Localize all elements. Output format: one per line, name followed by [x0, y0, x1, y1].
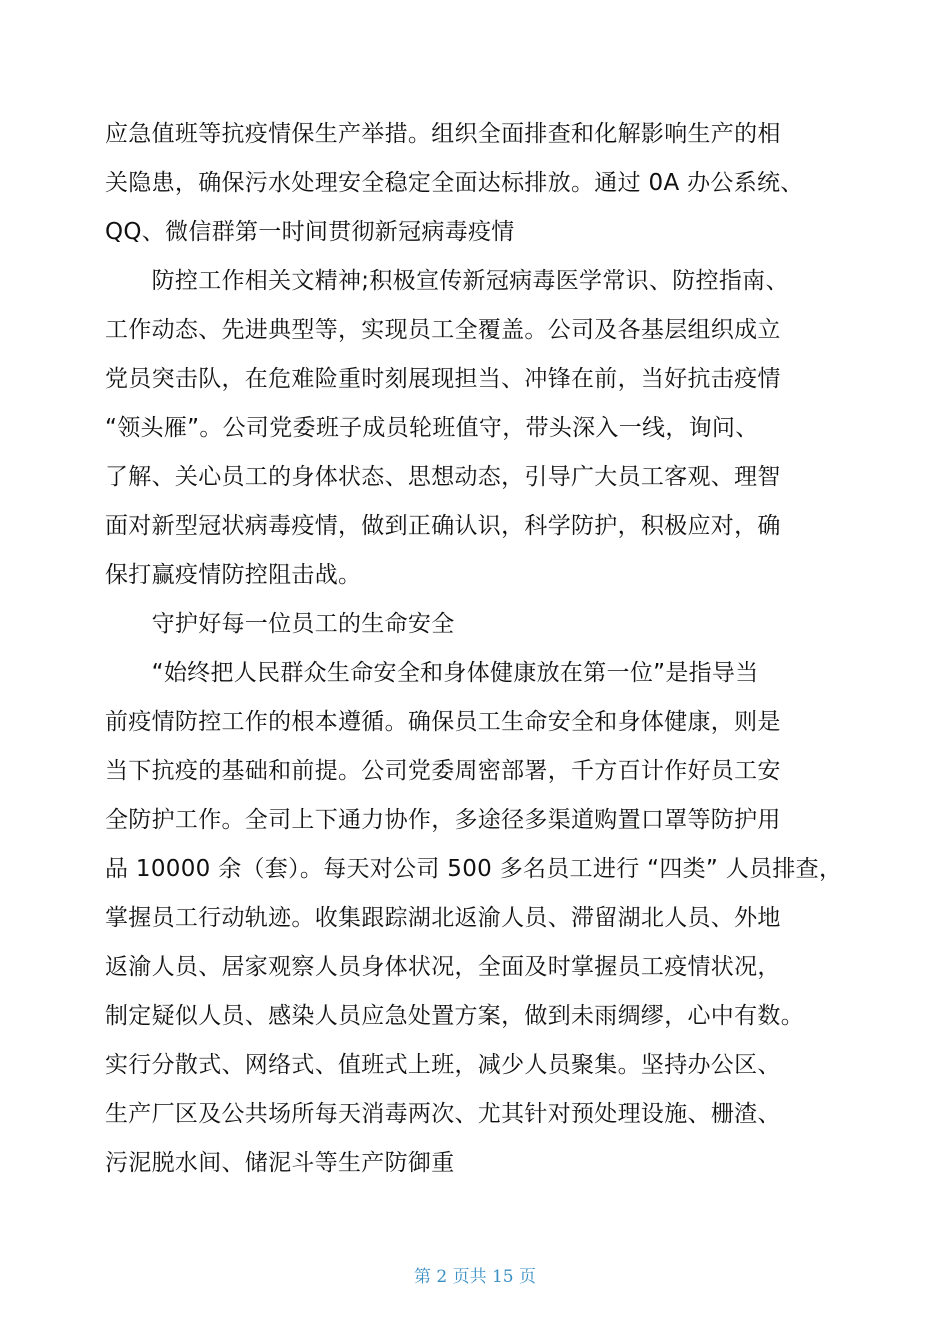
- text-line-22: 污泥脱水间、储泥斗等生产防御重: [105, 1150, 455, 1176]
- text-line-2: 关隐患，确保污水处理安全稳定全面达标排放。通过 0A 办公系统、: [105, 170, 804, 196]
- text-line-15: 全防护工作。全司上下通力协作，多途径多渠道购置口罩等防护用: [105, 807, 781, 833]
- text-line-9: 面对新型冠状病毒疫情，做到正确认识，科学防护，积极应对，确: [105, 513, 781, 539]
- text-line-3: QQ、微信群第一时间贯彻新冠病毒疫情: [105, 219, 515, 245]
- text-line-13: 前疫情防控工作的根本遵循。确保员工生命安全和身体健康，则是: [105, 709, 781, 735]
- text-line-5: 工作动态、先进典型等，实现员工全覆盖。公司及各基层组织成立: [105, 317, 781, 343]
- document-body: [105, 110, 845, 1188]
- text-line-7: “领头雁”。公司党委班子成员轮班值守，带头深入一线，询问、: [105, 415, 759, 441]
- text-line-12: “始终把人民群众生命安全和身体健康放在第一位”是指导当: [105, 660, 759, 686]
- text-line-8: 了解、关心员工的身体状态、思想动态，引导广大员工客观、理智: [105, 464, 781, 490]
- text-line-21: 生产厂区及公共场所每天消毒两次、尤其针对预处理设施、栅渣、: [105, 1101, 781, 1127]
- text-line-10: 保打赢疫情防控阻击战。: [105, 562, 362, 588]
- section-heading: 守护好每一位员工的生命安全: [105, 611, 455, 637]
- text-line-4: 防控工作相关文精神;积极宣传新冠病毒医学常识、防控指南、: [105, 268, 789, 294]
- text-line-6: 党员突击队，在危难险重时刻展现担当、冲锋在前，当好抗击疫情: [105, 366, 781, 392]
- text-line-16: 品 10000 余（套）。每天对公司 500 多名员工进行 “四类” 人员排查，: [105, 856, 843, 882]
- text-line-19: 制定疑似人员、感染人员应急处置方案，做到未雨绸缪，心中有数。: [105, 1003, 804, 1029]
- text-line-14: 当下抗疫的基础和前提。公司党委周密部署，千方百计作好员工安: [105, 758, 781, 784]
- text-line-1: 应急值班等抗疫情保生产举措。组织全面排查和化解影响生产的相: [105, 121, 781, 147]
- text-line-17: 掌握员工行动轨迹。收集跟踪湖北返渝人员、滞留湖北人员、外地: [105, 905, 781, 931]
- text-line-18: 返渝人员、居家观察人员身体状况，全面及时掌握员工疫情状况，: [105, 954, 781, 980]
- text-line-20: 实行分散式、网络式、值班式上班，减少人员聚集。坚持办公区、: [105, 1052, 781, 1078]
- page-number-footer: 第 2 页共 15 页: [413, 1267, 537, 1287]
